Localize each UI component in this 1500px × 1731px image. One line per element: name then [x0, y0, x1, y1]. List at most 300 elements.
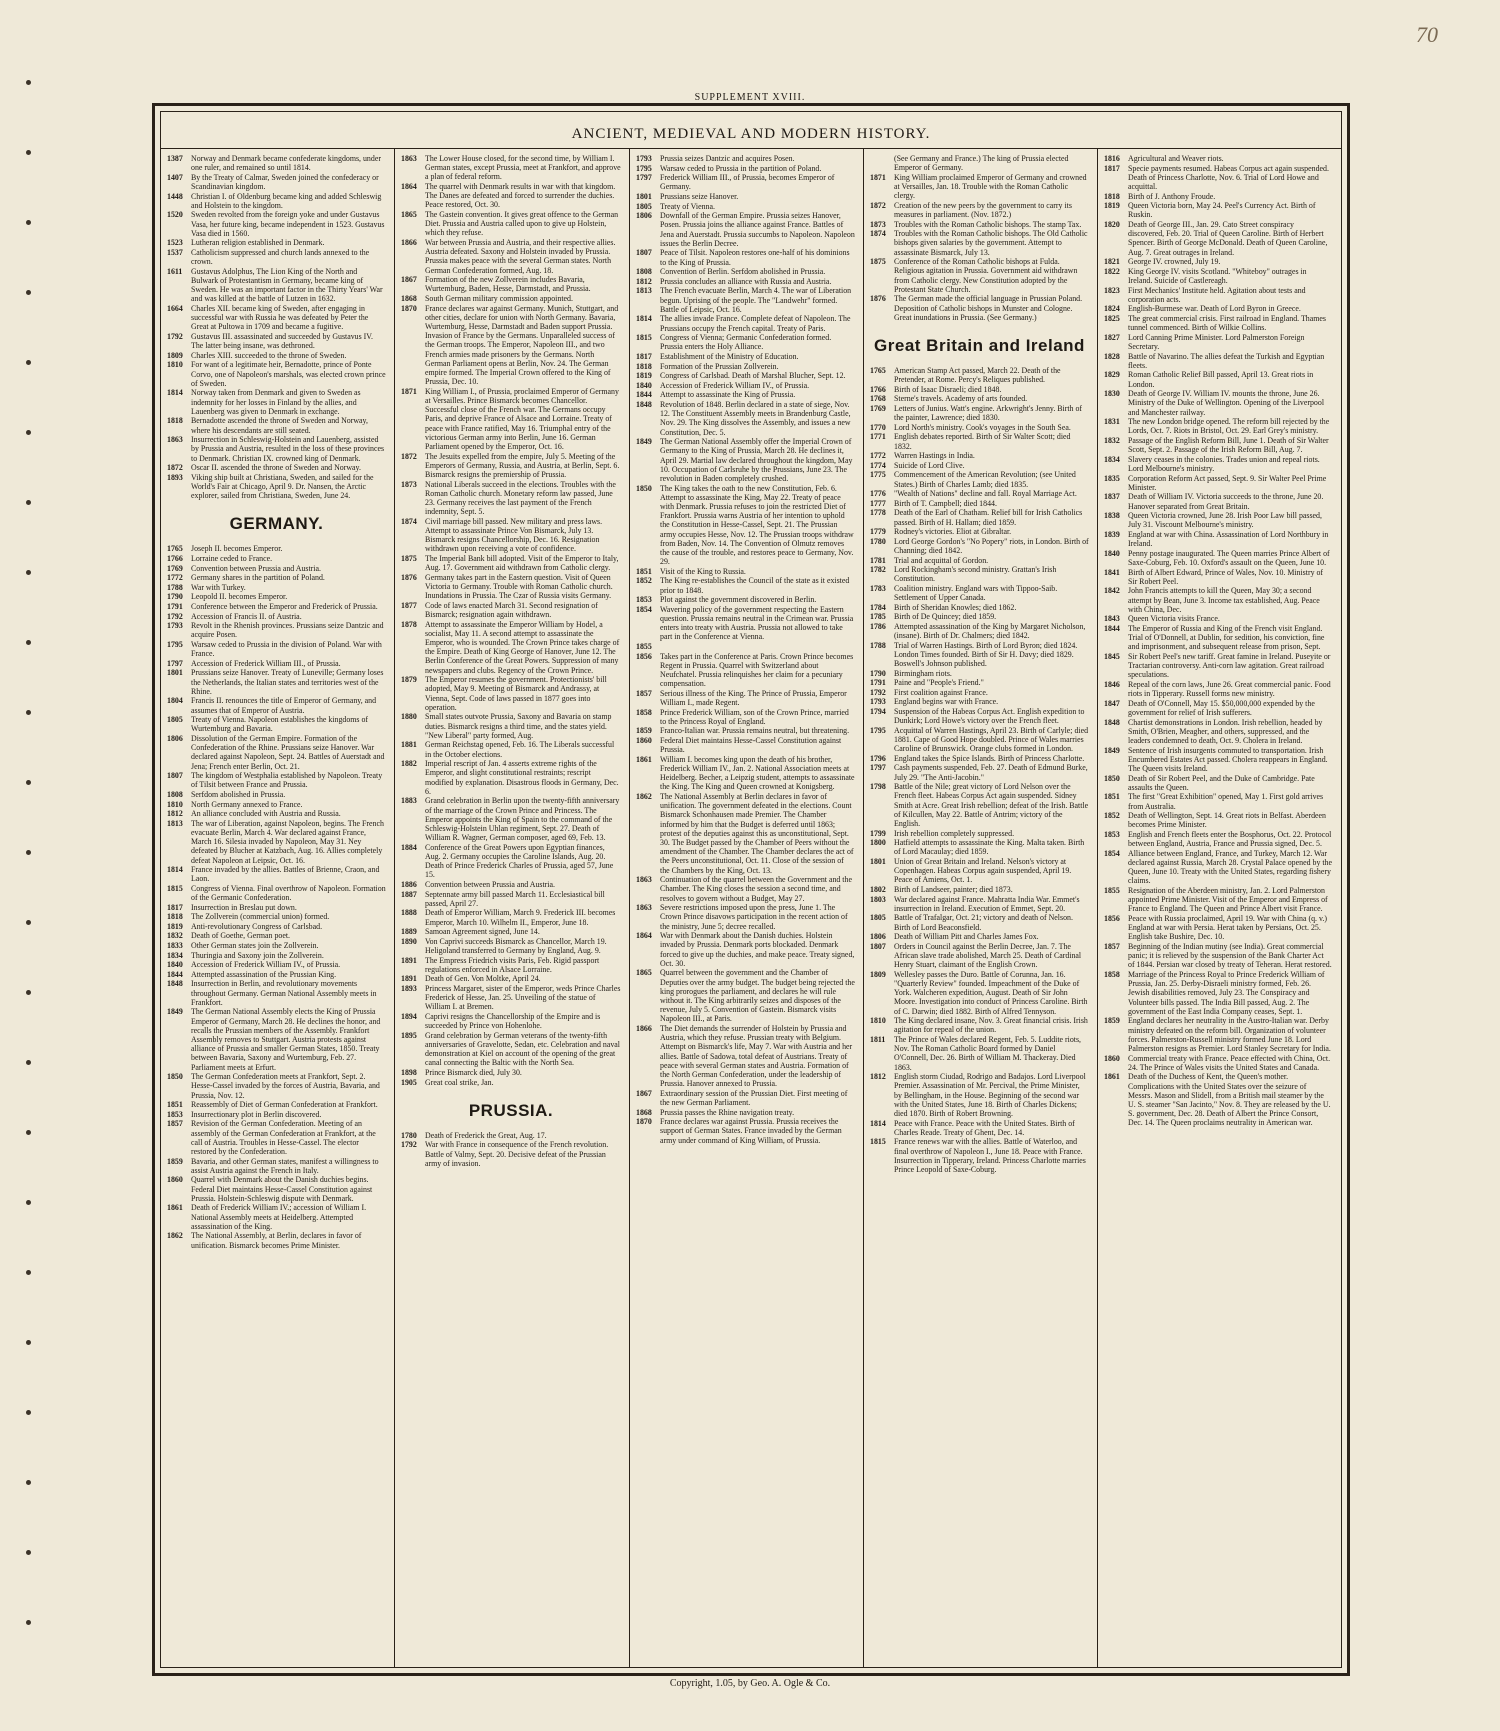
title-rule: [161, 148, 1341, 149]
history-entry: [636, 726, 855, 735]
history-entry: [870, 461, 1089, 470]
history-entry: [167, 865, 386, 883]
entry-text: Francis II. renounces the title of Emperor of Germany, and assumes that of Emperor of Austria.: [191, 696, 377, 715]
entry-year: 1881: [401, 740, 417, 750]
history-entry: [401, 210, 621, 238]
entry-text: France renews war with the allies. Battle of Waterloo, and final overthrow of Napoleon I., June 18. Peace with France. Insurrection in Tipperary, Ireland. Princess Charlotte marries Prince Leopold of Saxe-Coburg.: [894, 1137, 1086, 1175]
entry-text: The Diet demands the surrender of Holstein by Prussia and Austria, which they refuse. Prussian treaty with Belgium. Attempt on Bismarck's life, May 7. War with Austria and her allies. Battle of Sadowa, total defeat of Austrians. Treaty of peace with several German states and Austria. Formation of the North German Confederation, under the leadership of Prussia. Hanover annexed to Prussia.: [660, 1023, 853, 1089]
history-entry: [167, 800, 386, 809]
entry-year: 1849: [636, 437, 652, 447]
history-entry: [870, 508, 1089, 526]
binding-hole: [26, 1060, 31, 1065]
entry-year: 1815: [636, 333, 652, 343]
entry-text: Birth of Sheridan Knowles; died 1862.: [894, 602, 1017, 612]
entry-year: 1890: [401, 936, 417, 946]
history-entry: [167, 621, 386, 639]
entry-year: 1875: [401, 554, 417, 564]
entry-year: 1818: [167, 416, 183, 426]
history-entry: [167, 979, 386, 1007]
entry-year: 1523: [167, 238, 183, 248]
entry-text: Slavery ceases in the colonies. Trades union and repeal riots. Lord Melbourne's ministry.: [1128, 454, 1320, 473]
entry-year: 1862: [167, 1231, 183, 1241]
entry-year: 1891: [401, 974, 417, 984]
entry-year: 1813: [167, 818, 183, 828]
history-entry: [401, 675, 621, 712]
history-entry: [870, 913, 1089, 931]
entry-text: Marriage of the Princess Royal to Prince Frederick William of Prussia, Jan. 25. Derby-Disraeli ministry formed, Feb. 26. Jewish disabilities removed, July 23. The Conspiracy and Volunteer bills passed. The India Bill passed, Aug. 2. The government of the East India Company ceases, Sept. 1.: [1128, 969, 1325, 1016]
entry-text: Queen Victoria born, May 24. Peel's Currency Act. Birth of Ruskin.: [1128, 201, 1316, 220]
entry-year: 1801: [870, 857, 886, 867]
history-entry: [636, 362, 855, 371]
history-entry: [1104, 568, 1332, 586]
history-entry: [401, 908, 621, 926]
history-entry: [167, 1100, 386, 1109]
entry-year: 1850: [636, 483, 652, 493]
column-divider: [629, 149, 630, 1667]
entry-text: The National Assembly, at Berlin, declares in favor of unification. Bismarck becomes Prime Minister.: [191, 1231, 362, 1250]
entry-year: 1895: [401, 1030, 417, 1040]
history-entry: [167, 809, 386, 818]
entry-year: 1888: [401, 908, 417, 918]
entry-text: Death of the Duchess of Kent, the Queen's mother. Complications with the United States over the seizure of Messrs. Mason and Slidell, from a British mail steamer by the U. S. steamer "San Jacinto," Nov. 8. They are released by the U. S. government, Dec. 28. Death of Albert the Prince Consort, Dec. 14. The Queen proclaims neutrality in American war.: [1128, 1072, 1331, 1128]
entry-text: Letters of Junius. Watt's engine. Arkwright's Jenny. Birth of the painter, Lawrence; died 1830.: [894, 403, 1083, 423]
entry-year: 1880: [401, 712, 417, 722]
history-entry: [167, 592, 386, 601]
entry-year: 1843: [1104, 614, 1120, 624]
history-entry: [401, 927, 621, 936]
history-entry: [1104, 774, 1332, 792]
entry-text: Agricultural and Weaver riots.: [1128, 154, 1224, 163]
entry-year: 1861: [167, 1203, 183, 1213]
entry-text: Accession of Frederick William IV., of Prussia.: [660, 380, 810, 390]
entry-text: Death of Goethe, German poet.: [191, 931, 291, 941]
binding-hole: [26, 780, 31, 785]
entry-text: Insurrectionary plot in Berlin discovered.: [191, 1109, 322, 1119]
entry-year: 1821: [1104, 257, 1120, 267]
entry-year: 1774: [870, 460, 886, 470]
entry-year: 1817: [636, 351, 652, 361]
entry-text: France invaded by the allies. Battles of Brienne, Craon, and Laon.: [191, 865, 380, 884]
history-entry: [401, 740, 621, 758]
history-entry: [167, 360, 386, 388]
history-entry: [636, 605, 855, 642]
entry-text: Death of William Pitt and Charles James Fox.: [894, 932, 1039, 942]
history-entry: [1104, 417, 1332, 435]
entry-text: Death of George III., Jan. 29. Cato Street conspiracy discovered, Feb. 20. Trial of Queen Caroline. Birth of Herbert Spencer. Birth of George McDonald. Death of Queen Caroline, Aug. 7. Great outrages in Ireland.: [1128, 219, 1328, 257]
entry-year: 1853: [167, 1109, 183, 1119]
entry-year: 1815: [870, 1137, 886, 1147]
entry-text: The German made the official language in Prussian Poland. Deposition of Catholic bishops in Munster and Cologne. Great inundations in Prussia. (See Germany.): [894, 294, 1083, 322]
entry-text: Lorraine ceded to France.: [191, 553, 273, 563]
entry-text: War with Denmark about the Danish duchies. Holstein invaded by Prussia. Denmark ports blockaded. Denmark forced to give up the duchies, and make peace. Treaty signed, Oct. 30.: [660, 931, 855, 968]
binding-hole: [26, 1480, 31, 1485]
entry-text: Accession of Frederick William IV., of Prussia.: [191, 960, 341, 970]
entry-year: 1858: [1104, 969, 1120, 979]
history-entry: [167, 884, 386, 902]
history-entry: [167, 267, 386, 304]
entry-year: 1832: [1104, 435, 1120, 445]
entry-year: 1407: [167, 172, 183, 182]
entry-text: Frederick William III., of Prussia, becomes Emperor of Germany.: [660, 173, 835, 192]
history-entry: [870, 970, 1089, 1016]
entry-text: Gustavus III. assassinated and succeeded by Gustavus IV. The latter being insane, was dethroned.: [191, 331, 373, 351]
history-entry: [1104, 746, 1332, 774]
entry-text: The German National Assembly elects the King of Prussia Emperor of Germany, March 28. He declines the honor, and recalls the Prussian members of the Assembly. Frankfort Assembly removes to Stuttgart. Austria protests against alliance of Prussia and smaller German States, 1850. Treaty between Bavaria, Saxony and Wurtemburg, Feb. 27. Parliament meets at Erfurt.: [191, 1007, 381, 1072]
entry-year: 1790: [167, 592, 183, 602]
binding-hole: [26, 1340, 31, 1345]
history-entry: [636, 1024, 855, 1088]
history-entry: [401, 554, 621, 572]
entry-text: Irish rebellion completely suppressed.: [894, 828, 1015, 838]
history-entry: [167, 1231, 386, 1249]
entry-year: 1793: [167, 621, 183, 631]
entry-text: Creation of the new peers by the government to carry its measures in parliament. (Nov. 1872.): [894, 200, 1072, 219]
entry-year: 1865: [401, 210, 417, 219]
history-entry: [870, 1016, 1089, 1034]
entry-text: Insurrection in Schleswig-Holstein and Lauenberg, assisted by Prussia and Austria, resulted in the loss of these provinces to Denmark. Christian IX. crowned king of Denmark.: [191, 435, 385, 463]
entry-text: Prussia concludes an alliance with Russia and Austria.: [660, 276, 832, 286]
entry-year: 1859: [1104, 1016, 1120, 1026]
history-entry: [401, 238, 621, 275]
entry-year: 1812: [870, 1072, 886, 1082]
history-entry: [167, 583, 386, 592]
entry-year: 1788: [870, 640, 886, 650]
entry-year: 1873: [870, 219, 886, 229]
history-entry: [1104, 549, 1332, 567]
history-entry: [167, 931, 386, 940]
entry-year: 1862: [636, 791, 652, 801]
history-entry: [401, 843, 621, 880]
entry-year: 1837: [1104, 492, 1120, 502]
entry-year: 1611: [167, 266, 183, 276]
entry-year: 1809: [167, 350, 183, 360]
entry-year: 1765: [870, 366, 886, 375]
entry-text: Visit of the King to Russia.: [660, 566, 746, 576]
history-entry: [401, 275, 621, 293]
entry-year: 1777: [870, 498, 886, 508]
entry-year: 1851: [636, 566, 652, 576]
entry-year: 1786: [870, 621, 886, 631]
entry-year: 1848: [636, 399, 652, 409]
entry-text: Prince Bismarck died, July 30.: [425, 1068, 522, 1078]
entry-text: Civil marriage bill passed. New military and press laws. Attempt to assassinate Prince Von Bismarck, July 13. Bismarck resigns Chancellorship, Dec. 16. Resignation withdrawn upon receiving a vote of confidence.: [425, 516, 603, 554]
history-column-1: [167, 154, 386, 1669]
entry-year: 1876: [401, 572, 417, 582]
history-entry: [167, 612, 386, 621]
entry-text: King William proclaimed Emperor of Germany and crowned at Versailles, Jan. 18. Trouble with the Roman Catholic clergy.: [894, 172, 1087, 201]
entry-year: 1807: [167, 771, 183, 781]
entry-text: Warren Hastings in India.: [894, 451, 975, 461]
entry-year: 1818: [167, 912, 183, 922]
history-entry: [401, 304, 621, 387]
entry-year: 1831: [1104, 417, 1120, 427]
binding-hole: [26, 920, 31, 925]
entry-text: Birth of Albert Edward, Prince of Wales, Nov. 10. Ministry of Sir Robert Peel.: [1128, 567, 1324, 586]
binding-hole: [26, 150, 31, 155]
entry-year: 1883: [401, 796, 417, 806]
entry-year: 1859: [636, 726, 652, 736]
entry-text: Peace with Russia proclaimed, April 19. War with China (q. v.) England at war with Persia. Herat taken by Persians, Oct. 25. English take Bushire, Dec. 10.: [1128, 913, 1328, 942]
history-entry: [401, 154, 621, 182]
entry-year: 1874: [401, 516, 417, 526]
entry-text: Death of Frederick William IV.; accession of William I. National Assembly meets at Heidelberg. Attempted assassination of the King.: [191, 1203, 367, 1231]
history-entry: [1104, 436, 1332, 454]
history-entry: [636, 333, 855, 351]
entry-year: 1848: [1104, 717, 1120, 727]
history-entry: [870, 895, 1089, 913]
entry-year: 1792: [167, 611, 183, 621]
entry-text: Gustavus Adolphus, The Lion King of the North and Bulwark of Protestantism in Germany, became king of Sweden. He was an important factor in the Thirty Years' War and was killed at the battle of Lutzen in 1632.: [191, 266, 383, 304]
entry-year: 1793: [636, 154, 652, 163]
entry-text: An alliance concluded with Austria and Russia.: [191, 809, 341, 819]
entry-year: 1872: [870, 200, 886, 210]
history-entry: [870, 489, 1089, 498]
entry-year: 1780: [870, 536, 886, 546]
entry-year: 1889: [401, 927, 417, 937]
history-entry: [636, 689, 855, 707]
entry-text: Convention of Berlin. Serfdom abolished in Prussia.: [660, 267, 826, 277]
entry-year: 1794: [870, 707, 886, 717]
entry-year: 1867: [636, 1088, 652, 1098]
entry-year: 1769: [167, 563, 183, 573]
entry-year: 1808: [636, 267, 652, 277]
entry-year: 1801: [636, 191, 652, 201]
history-entry: [870, 394, 1089, 403]
history-entry: [167, 819, 386, 865]
history-entry: [870, 499, 1089, 508]
entry-year: 1857: [167, 1119, 183, 1129]
entry-text: Troubles with the Roman Catholic bishops. The Old Catholic bishops given salaries by the government. Attempt to assassinate Bismarck, July 13.: [894, 229, 1088, 257]
entry-year: 1771: [870, 432, 886, 442]
entry-text: English and French fleets enter the Bosphorus, Oct. 22. Protocol between England, Austria, France and Prussia signed, Dec. 5.: [1128, 829, 1332, 849]
entry-text: Warsaw ceded to Prussia in the partition of Poland.: [660, 163, 822, 173]
entry-year: 1863: [636, 875, 652, 885]
entry-text: Suspension of the Habeas Corpus Act. English expedition to Dunkirk; Lord Howe's victory over the French fleet.: [894, 707, 1085, 726]
history-entry: [870, 942, 1089, 970]
entry-text: Grand celebration in Berlin upon the twenty-fifth anniversary of the marriage of the Crown Prince and Princess. The Emperor appoints the King of Spain to the command of the Schleswig-Holstein Uhlan regiment, Sept. 27. Death of William R. Wagner, German composer, aged 69, Feb. 13.: [425, 796, 620, 843]
entry-year: 1838: [1104, 511, 1120, 521]
section-heading: GERMANY.: [229, 514, 324, 534]
entry-text: Catholicism suppressed and church lands annexed to the crown.: [191, 247, 370, 267]
entry-year: 1769: [870, 403, 886, 413]
history-entry: [636, 875, 855, 903]
entry-year: 1839: [1104, 529, 1120, 539]
history-entry: [1104, 1016, 1332, 1053]
entry-year: 1841: [1104, 567, 1120, 577]
history-entry: [870, 556, 1089, 565]
entry-text: Hatfield attempts to assassinate the King. Malta taken. Birth of Lord Macaulay; died 1859.: [894, 838, 1085, 857]
entry-text: Code of laws enacted March 31. Second resignation of Bismarck; resignation again withdrawn.: [425, 600, 598, 620]
history-entry: [1104, 201, 1332, 219]
entry-year: 1814: [636, 314, 652, 324]
history-entry: [1104, 614, 1332, 623]
entry-text: The National Assembly at Berlin declares in favor of unification. The government defeated in the elections. Count Bismarck Schonhausen made Premier. The Chamber informed by him that the Budget is deferred until 1863; protest of the deputies against this as unconstitutional, Sept. 30. The Budget passed by the Chamber of Peers without the amendment of the Chamber. The Chamber declares the act of the Peers unconstitutional, Oct. 11. Close of the session of the Chambers by the King, Oct. 13.: [660, 791, 854, 875]
entry-text: Franco-Italian war. Prussia remains neutral, but threatening.: [660, 726, 850, 736]
history-entry: [636, 652, 855, 689]
history-entry: [636, 286, 855, 314]
history-entry: [870, 229, 1089, 257]
entry-text: Penny postage inaugurated. The Queen marries Prince Albert of Saxe-Coburg, Feb. 10. Oxford's assault on the Queen, June 10.: [1128, 548, 1330, 567]
entry-text: Acquittal of Warren Hastings, April 23. Birth of Carlyle; died 1881. Cape of Good Hope doubled. Prince of Wales marries Caroline of Brunswick. Orange clubs formed in London.: [894, 725, 1089, 754]
history-entry: [401, 517, 621, 554]
entry-text: (See Germany and France.) The king of Prussia elected Emperor of Germany.: [894, 154, 1069, 173]
entry-year: 1850: [167, 1072, 183, 1082]
history-entry: [870, 537, 1089, 555]
entry-year: 1795: [167, 639, 183, 649]
history-entry: [167, 248, 386, 266]
entry-year: 1863: [401, 154, 417, 163]
entry-text: Birth of T. Campbell; died 1844.: [894, 498, 997, 508]
entry-text: Conference between the Emperor and Frederick of Prussia.: [191, 601, 378, 611]
entry-text: The Imperial Bank bill adopted. Visit of the Emperor to Italy, Aug. 17. Government aid withdrawn from Catholic clergy.: [425, 554, 619, 573]
entry-year: 1849: [1104, 745, 1120, 755]
history-entry: [870, 173, 1089, 201]
entry-text: Bernadotte ascended the throne of Sweden and Norway, where his descendants are still seated.: [191, 416, 368, 435]
history-entry: [401, 601, 621, 619]
history-entry: [870, 201, 1089, 219]
entry-text: Cash payments suspended, Feb. 27. Death of Edmund Burke, July 29. "The Anti-Jacobin.": [894, 763, 1088, 782]
entry-text: The great commercial crisis. First railroad in England. Thames tunnel commenced. Birth of Wilkie Collins.: [1128, 313, 1326, 333]
history-entry: [401, 387, 621, 451]
entry-year: 1520: [167, 210, 183, 220]
entry-year: 1803: [870, 894, 886, 904]
history-entry: [167, 1007, 386, 1071]
history-entry: [870, 451, 1089, 460]
history-entry: [870, 782, 1089, 828]
history-entry: [167, 734, 386, 771]
entry-year: 1859: [167, 1156, 183, 1166]
entry-year: 1806: [636, 211, 652, 221]
entry-text: Paine and "People's Friend.": [894, 678, 984, 688]
entry-text: Commercial treaty with France. Peace effected with China, Oct. 24. The Prince of Wales visits the United States and Canada.: [1128, 1053, 1331, 1072]
binding-hole: [26, 220, 31, 225]
history-entry: [401, 1078, 621, 1087]
entry-year: 1827: [1104, 332, 1120, 342]
history-entry: [870, 294, 1089, 322]
column-divider: [1097, 149, 1098, 1667]
entry-year: 1775: [870, 470, 886, 480]
entry-year: 1840: [636, 380, 652, 390]
entry-year: 1783: [870, 583, 886, 593]
entry-year: 1810: [167, 799, 183, 809]
entry-text: Birth of De Quincey; died 1859.: [894, 612, 997, 622]
history-entry: [167, 715, 386, 733]
entry-text: Extraordinary session of the Prussian Diet. First meeting of the new German Parliament.: [660, 1088, 848, 1107]
entry-text: The Lower House closed, for the second time, by William I. German states, except Prussia, meet at Frankfort, and approve a plan of federal reform.: [425, 154, 621, 182]
entry-year: 1850: [1104, 773, 1120, 783]
section-heading: PRUSSIA.: [468, 1100, 554, 1120]
entry-year: 1864: [401, 182, 417, 191]
history-entry: [1104, 914, 1332, 942]
entry-text: Sweden revolted from the foreign yoke and under Gustavus Vasa, her future king, became independent in 1523. Gustavus Vasa died in 1560.: [191, 210, 385, 238]
entry-text: Anti-revolutionary Congress of Carlsbad.: [191, 921, 323, 931]
entry-year: 1820: [1104, 219, 1120, 229]
entry-text: Accession of Francis II. of Austria.: [191, 611, 302, 621]
entry-year: 1860: [1104, 1053, 1120, 1063]
entry-text: England at war with China. Assassination of Lord Northbury in Ireland.: [1128, 529, 1329, 549]
entry-text: Reassembly of Diet of German Confederation at Frankfort.: [191, 1100, 378, 1110]
entry-text: Plot against the government discovered in Berlin.: [660, 595, 817, 605]
entry-text: The war of Liberation, against Napoleon, begins. The French evacuate Berlin, March 4. War declared against France, March 16. Silesia invaded by Napoleon, May 31. Ney defeated by Blucher at Katzbach, Aug. 16. Allies completely defeat Napoleon at Leipsic, Oct. 16.: [191, 818, 384, 865]
entry-text: The German National Assembly offer the Imperial Crown of Germany to the King of Prussia, March 28. He declines it, April 29. Martial law declared throughout the kingdom, May 10. Occupation of Carlsruhe by the Prussians, June 23. The revolution in Baden completely crushed.: [660, 437, 853, 483]
history-entry: [870, 385, 1089, 394]
entry-year: 1840: [1104, 548, 1120, 558]
entry-text: Sir Robert Peel's new tariff. Great famine in Ireland. Puseyite or Tractarian controversy. Anti-corn law agitation. Great railroad speculations.: [1128, 651, 1331, 680]
history-entry: [870, 726, 1089, 754]
history-entry: [870, 622, 1089, 640]
entry-text: Union of Great Britain and Ireland. Nelson's victory at Copenhagen. Habeas Corpus again suspended, April 19. Peace of Amiens, Oct. 1.: [894, 857, 1072, 885]
entry-year: 1765: [167, 544, 183, 554]
history-entry: [167, 564, 386, 573]
history-entry: [401, 1140, 621, 1168]
entry-text: Prince Frederick William, son of the Crown Prince, married to the Princess Royal of England.: [660, 707, 849, 726]
entry-text: The King declared insane, Nov. 3. Great financial crisis. Irish agitation for repeal of the union.: [894, 1016, 1088, 1035]
entry-text: England takes the Spice Islands. Birth of Princess Charlotte.: [894, 753, 1085, 763]
history-column-3: [636, 154, 855, 1669]
entry-year: 1876: [870, 294, 886, 304]
entry-year: 1875: [870, 257, 886, 267]
entry-text: Accession of Frederick William III., of Prussia.: [191, 658, 341, 668]
entry-text: Takes part in the Conference at Paris. Crown Prince becomes Regent in Prussia. Quarrel with Switzerland about Neufchatel. Prussia relinquishes her claim for a pecuniary compensation.: [660, 651, 854, 689]
entry-year: 1816: [1104, 154, 1120, 163]
history-entry: [167, 771, 386, 789]
entry-text: The Emperor resumes the government. Protectionists' bill adopted, May 9. Meeting of Bismarck and Andrassy, at Vienna, Sept. Code of laws passed in 1877 goes into operation.: [425, 675, 607, 712]
entry-year: 1801: [167, 668, 183, 678]
history-entry: [870, 257, 1089, 294]
history-entry: [636, 968, 855, 1023]
history-entry: [1104, 586, 1332, 614]
history-entry: [167, 332, 386, 350]
entry-year: 1805: [870, 913, 886, 923]
supplement-label: SUPPLEMENT XVIII.: [694, 92, 806, 103]
history-entry: [167, 951, 386, 960]
entry-year: 1833: [167, 941, 183, 951]
history-entry: [636, 381, 855, 390]
entry-year: 1809: [870, 969, 886, 979]
entry-text: Serious illness of the King. The Prince of Prussia, Emperor William I., made Regent.: [660, 688, 847, 707]
entry-text: Bavaria, and other German states, manifest a willingness to assist Austria against the French in Italy.: [191, 1156, 379, 1175]
history-entry: [167, 351, 386, 360]
entry-year: 1817: [167, 902, 183, 912]
history-entry: [636, 903, 855, 931]
entry-text: Formation of the new Zollverein includes Bavaria, Wurtemburg, Baden, Hesse, Darmstadt, and Prussia.: [425, 275, 591, 294]
entry-year: 1864: [636, 931, 652, 941]
entry-text: Revolt in the Rhenish provinces. Prussians seize Dantzic and acquire Posen.: [191, 621, 384, 640]
entry-year: 1860: [167, 1175, 183, 1185]
entry-year: 1898: [401, 1068, 417, 1078]
entry-text: Oscar II. ascended the throne of Sweden and Norway.: [191, 463, 361, 473]
entry-year: 1819: [167, 921, 183, 931]
history-entry: [1104, 192, 1332, 201]
entry-text: Corporation Reform Act passed, Sept. 9. Sir Walter Peel Prime Minister.: [1128, 473, 1327, 492]
entry-text: Treaty of Vienna.: [660, 201, 715, 211]
history-entry: [870, 932, 1089, 941]
entry-text: Serfdom abolished in Prussia.: [191, 789, 286, 799]
entry-text: Death of Gen. Von Moltke, April 24.: [425, 974, 541, 984]
entry-text: Orders in Council against the Berlin Decree, Jan. 7. The African slave trade abolished, March 25. Death of Cardinal Henry Stuart, claimant of the English Crown.: [894, 941, 1082, 970]
history-entry: [636, 211, 855, 248]
history-entry: [167, 1110, 386, 1119]
history-entry: [636, 202, 855, 211]
section-heading: Great Britain and Ireland: [874, 336, 1085, 355]
history-entry: [870, 669, 1089, 678]
entry-text: Attempt to assassinate the King of Prussia.: [660, 390, 796, 400]
entry-text: King William I., of Prussia, proclaimed Emperor of Germany at Versailles. Prince Bismarck becomes Chancellor. Successful close of the French war. The Germans occupy Paris, and deprive France of Alsace and Lorraine. Treaty of peace with France ratified, May 16. Triumphal entry of the victorious German army into Berlin, June 16. German Parliament opened by the Emperor, Oct. 16.: [425, 386, 619, 452]
entry-year: 1781: [870, 555, 886, 565]
entry-text: Joseph II. becomes Emperor.: [191, 544, 283, 554]
entry-year: 1844: [167, 969, 183, 979]
entry-year: 1807: [870, 941, 886, 951]
